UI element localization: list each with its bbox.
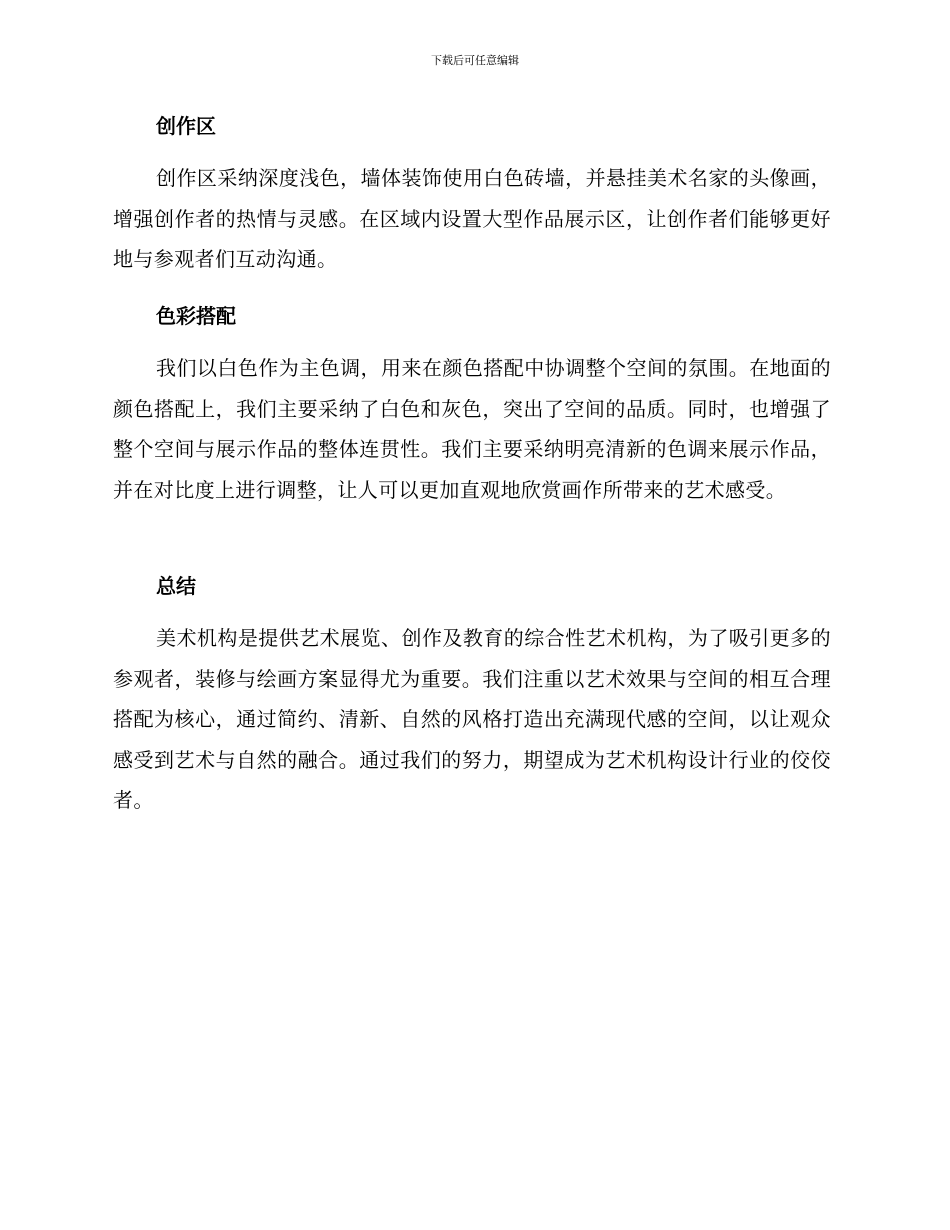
section-paragraph: 我们以白色作为主色调，用来在颜色搭配中协调整个空间的氛围。在地面的颜色搭配上，我们主要采纳了白色和灰色，突出了空间的品质。同时，也增强了整个空间与展示作品的整体连贯性。我们主要采纳明亮清新的色调来展示作品，并在对比度上进行调整，让人可以更加直观地欣赏画作所带来的艺术感受。 bbox=[113, 356, 831, 502]
document-body bbox=[113, 108, 831, 838]
section-color-matching bbox=[113, 298, 831, 550]
section-creation-area bbox=[113, 108, 831, 280]
section-heading: 创作区 bbox=[156, 114, 216, 138]
page-header: 下载后可任意编辑 bbox=[431, 54, 519, 67]
section-heading: 总结 bbox=[156, 574, 196, 598]
section-heading: 色彩搭配 bbox=[156, 304, 236, 328]
section-paragraph: 创作区采纳深度浅色，墙体装饰使用白色砖墙，并悬挂美术名家的头像画，增强创作者的热情与灵感。在区域内设置大型作品展示区，让创作者们能够更好地与参观者们互动沟通。 bbox=[113, 166, 831, 271]
section-paragraph: 美术机构是提供艺术展览、创作及教育的综合性艺术机构，为了吸引更多的参观者，装修与绘画方案显得尤为重要。我们注重以艺术效果与空间的相互合理搭配为核心，通过简约、清新、自然的风格打造出充满现代感的空间，以让观众感受到艺术与自然的融合。通过我们的努力，期望成为艺术机构设计行业的佼佼者。 bbox=[113, 626, 831, 812]
section-summary bbox=[113, 568, 831, 820]
